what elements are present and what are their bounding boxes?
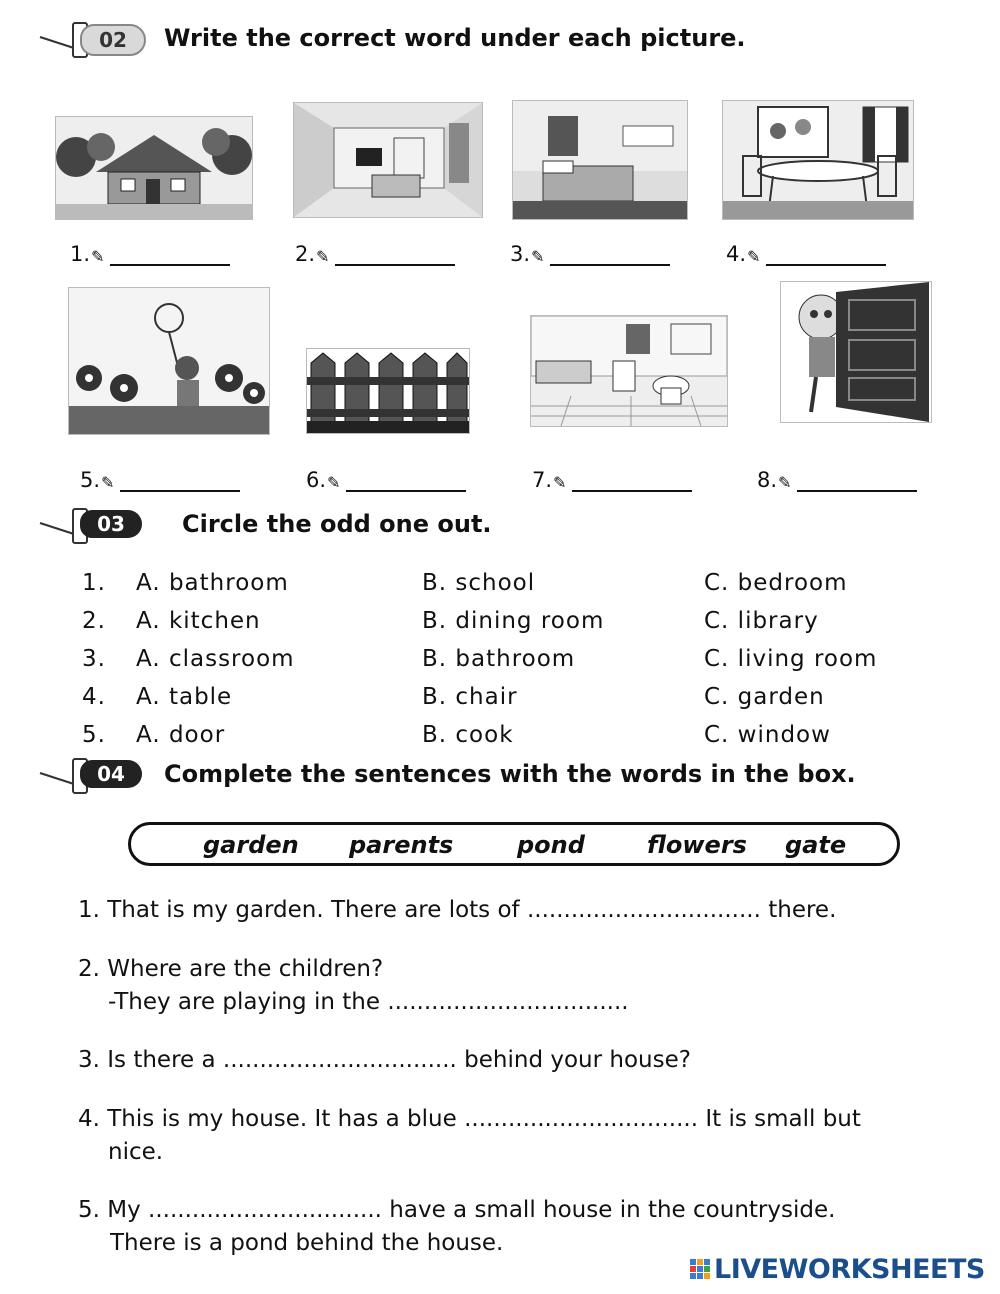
- section-04-header: [40, 754, 856, 794]
- word-box-item: flowers: [647, 831, 747, 859]
- answer-line[interactable]: [766, 246, 886, 266]
- fence-picture: [306, 348, 470, 434]
- sentence-text: 4. This is my house. It has a blue: [78, 1106, 465, 1132]
- picture-5-blank: [80, 468, 240, 492]
- sentence-2: [78, 953, 629, 1019]
- sentence-text: behind your house?: [456, 1047, 691, 1073]
- sentence-text: -They are playing in the: [108, 989, 388, 1015]
- sentence-text: 3. Is there a: [78, 1047, 223, 1073]
- answer-line[interactable]: [110, 246, 230, 266]
- dining-room-icon: [723, 101, 913, 219]
- picture-8-blank: [757, 468, 917, 492]
- sentence-text: have a small house in the countryside.: [381, 1197, 836, 1223]
- section-title: Circle the odd one out.: [182, 510, 492, 538]
- sentence-blank[interactable]: ................................: [526, 897, 761, 923]
- answer-line[interactable]: [346, 472, 466, 492]
- answer-line[interactable]: [550, 246, 670, 266]
- item-number: 3.: [510, 242, 531, 266]
- sentence-5: [78, 1194, 835, 1260]
- dining-room-picture: [722, 100, 914, 220]
- section-number: 03: [80, 510, 142, 538]
- answer-line[interactable]: [335, 246, 455, 266]
- option-a[interactable]: A. classroom: [136, 646, 295, 672]
- bathroom-picture: [530, 315, 728, 427]
- answer-line[interactable]: [572, 472, 692, 492]
- option-c[interactable]: C. bedroom: [704, 570, 848, 596]
- odd-row-2: [82, 608, 962, 644]
- section-title: Complete the sentences with the words in the box.: [164, 760, 856, 788]
- word-box-item: garden: [203, 831, 299, 859]
- sentence-blank[interactable]: ................................: [464, 1106, 699, 1132]
- bedroom-picture: [512, 100, 688, 220]
- picture-4-blank: [726, 242, 886, 266]
- word-box-item: pond: [517, 831, 585, 859]
- pencil-icon: ✎: [316, 247, 330, 266]
- item-number: 5.: [80, 468, 101, 492]
- garden-picture: [68, 287, 270, 435]
- item-number: 7.: [532, 468, 553, 492]
- option-b[interactable]: B. chair: [422, 684, 518, 710]
- sentence-1: [78, 894, 836, 927]
- section-02-header: [40, 18, 746, 58]
- odd-row-5: [82, 722, 962, 758]
- sentence-3: [78, 1044, 691, 1077]
- liveworksheets-logo: [690, 1252, 985, 1286]
- picture-2-blank: [295, 242, 455, 266]
- door-picture: [780, 281, 932, 423]
- sentence-4: [78, 1103, 861, 1169]
- pencil-icon: ✎: [327, 473, 341, 492]
- option-b[interactable]: B. dining room: [422, 608, 605, 634]
- pencil-icon: ✎: [747, 247, 761, 266]
- odd-row-4: [82, 684, 962, 720]
- option-a[interactable]: A. door: [136, 722, 226, 748]
- section-number-tag: [40, 506, 160, 542]
- sentence-blank[interactable]: ................................: [222, 1047, 457, 1073]
- logo-text: LIVEWORKSHEETS: [714, 1253, 985, 1285]
- pencil-icon: ✎: [101, 473, 115, 492]
- living-room-icon: [294, 103, 482, 217]
- pencil-icon: ✎: [91, 247, 105, 266]
- odd-row-3: [82, 646, 962, 682]
- row-number: 2.: [82, 608, 106, 634]
- picture-3-blank: [510, 242, 670, 266]
- option-b[interactable]: B. bathroom: [422, 646, 576, 672]
- door-icon: [781, 282, 931, 422]
- section-number-tag: [40, 20, 160, 56]
- sentence-text: there.: [760, 897, 837, 923]
- option-c[interactable]: C. living room: [704, 646, 878, 672]
- option-b[interactable]: B. cook: [422, 722, 514, 748]
- item-number: 1.: [70, 242, 91, 266]
- garden-icon: [69, 288, 269, 434]
- pencil-icon: ✎: [531, 247, 545, 266]
- pencil-icon: ✎: [553, 473, 567, 492]
- row-number: 4.: [82, 684, 106, 710]
- bathroom-icon: [531, 316, 727, 426]
- sentence-blank[interactable]: ................................: [148, 1197, 382, 1223]
- option-c[interactable]: C. library: [704, 608, 819, 634]
- sentence-text: There is a pond behind the house.: [110, 1230, 504, 1256]
- section-number: 02: [80, 24, 146, 56]
- word-box-item: gate: [785, 831, 847, 859]
- option-b[interactable]: B. school: [422, 570, 536, 596]
- picture-7-blank: [532, 468, 692, 492]
- sentence-text: It is small but: [698, 1106, 861, 1132]
- row-number: 3.: [82, 646, 106, 672]
- item-number: 8.: [757, 468, 778, 492]
- row-number: 1.: [82, 570, 106, 596]
- section-03-header: [40, 504, 492, 544]
- sentence-blank[interactable]: .................................: [387, 989, 629, 1015]
- word-box: [128, 822, 900, 866]
- answer-line[interactable]: [120, 472, 240, 492]
- sentence-text: 5. My: [78, 1197, 149, 1223]
- living-room-picture: [293, 102, 483, 218]
- row-number: 5.: [82, 722, 106, 748]
- section-number-tag: [40, 756, 160, 792]
- bedroom-icon: [513, 101, 687, 219]
- picture-1-blank: [70, 242, 230, 266]
- item-number: 2.: [295, 242, 316, 266]
- option-a[interactable]: A. bathroom: [136, 570, 289, 596]
- picture-6-blank: [306, 468, 466, 492]
- odd-row-1: [82, 570, 962, 606]
- sentence-text: 1. That is my garden. There are lots of: [78, 897, 527, 923]
- section-number: 04: [80, 760, 142, 788]
- section-title: Write the correct word under each picture.: [164, 24, 746, 52]
- logo-grid-icon: [690, 1259, 710, 1279]
- item-number: 4.: [726, 242, 747, 266]
- house-picture: [55, 116, 253, 220]
- answer-line[interactable]: [797, 472, 917, 492]
- pencil-icon: ✎: [778, 473, 792, 492]
- fence-icon: [307, 349, 469, 433]
- option-c[interactable]: C. garden: [704, 684, 825, 710]
- option-a[interactable]: A. kitchen: [136, 608, 261, 634]
- option-a[interactable]: A. table: [136, 684, 233, 710]
- sentence-text: nice.: [108, 1139, 164, 1165]
- item-number: 6.: [306, 468, 327, 492]
- word-box-item: parents: [349, 831, 454, 859]
- sentence-text: 2. Where are the children?: [78, 956, 384, 982]
- house-icon: [56, 117, 252, 219]
- option-c[interactable]: C. window: [704, 722, 831, 748]
